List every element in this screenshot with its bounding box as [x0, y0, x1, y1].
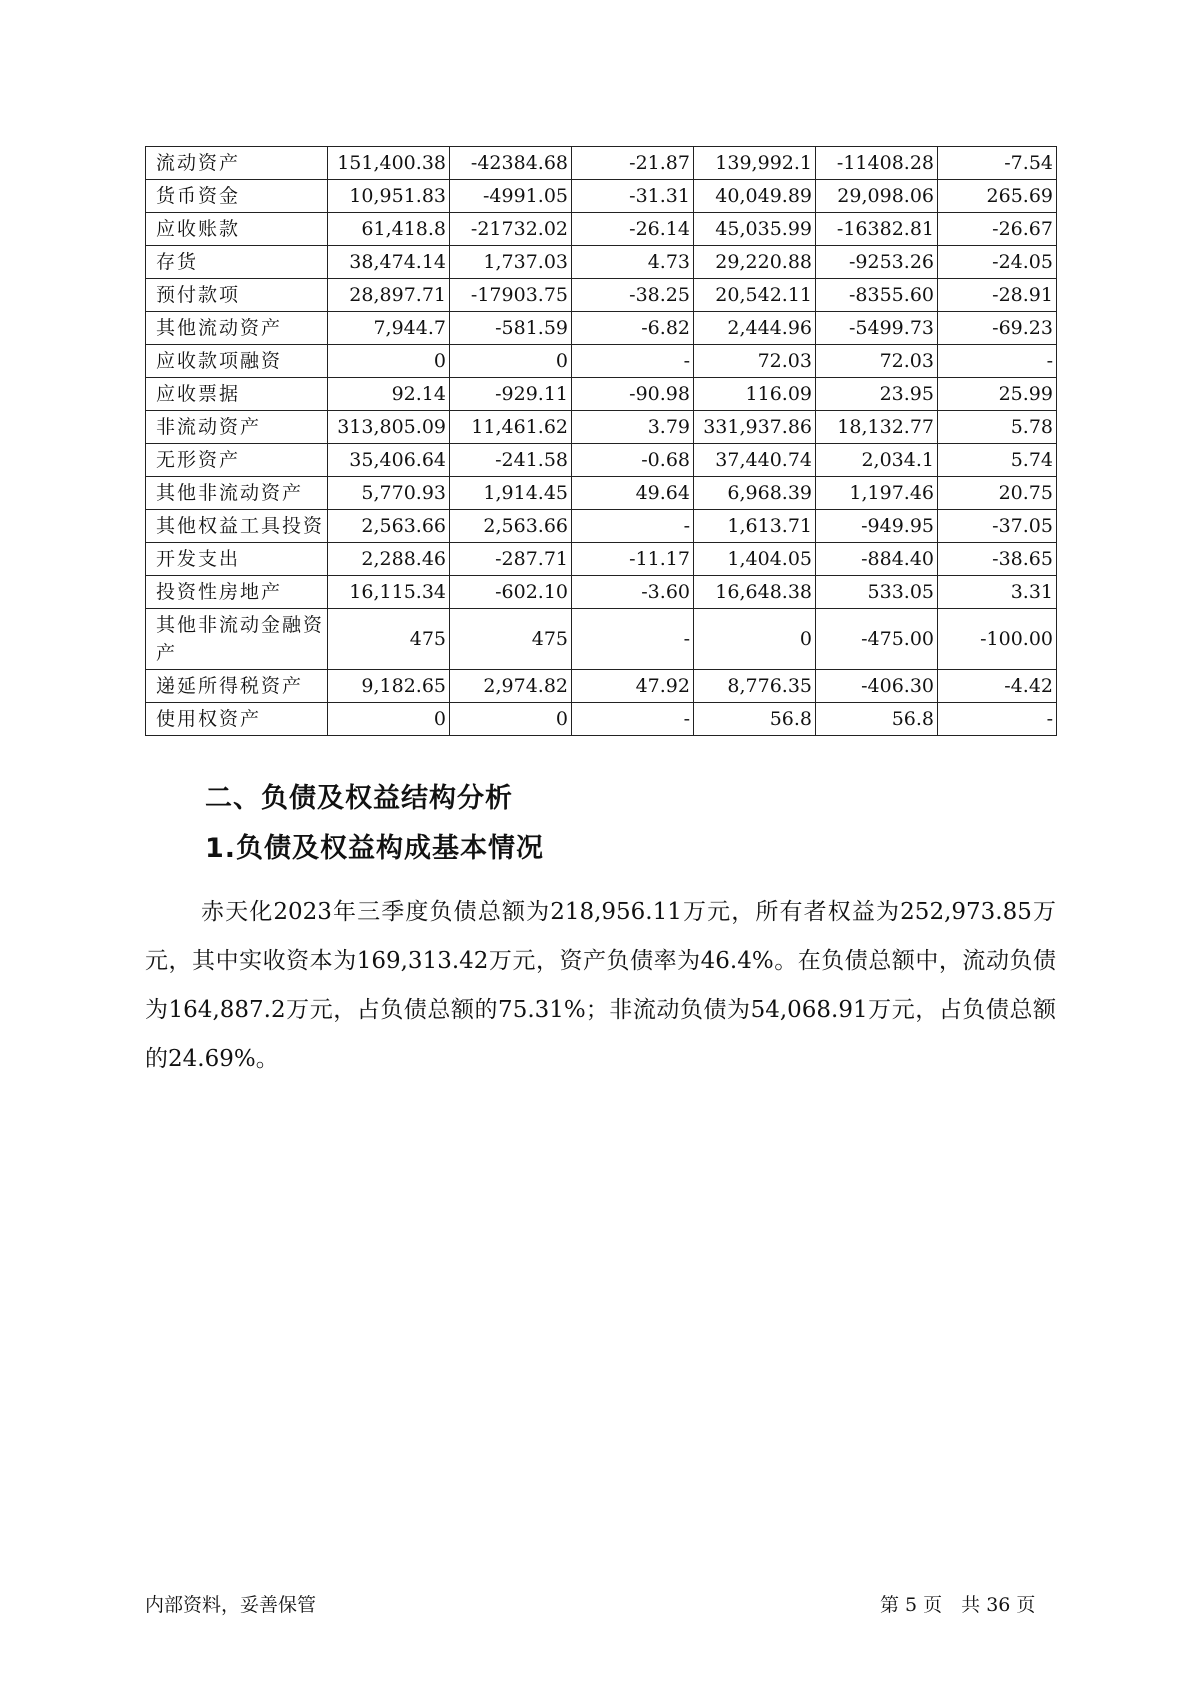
- cell-v6: -38.65: [938, 543, 1057, 576]
- table-row: [146, 510, 1057, 543]
- cell-v2: -929.11: [450, 378, 572, 411]
- cell-v5: 2,034.1: [816, 444, 938, 477]
- footer-page-number: 第 5 页 共 36 页: [880, 1594, 1036, 1616]
- cell-v3: -: [572, 703, 694, 736]
- cell-v1: 92.14: [328, 378, 450, 411]
- table-row: [146, 180, 1057, 213]
- cell-v4: 6,968.39: [694, 477, 816, 510]
- row-label: 货币资金: [146, 180, 328, 213]
- cell-v3: -31.31: [572, 180, 694, 213]
- cell-v5: -406.30: [816, 670, 938, 703]
- cell-v2: -241.58: [450, 444, 572, 477]
- table-row: [146, 147, 1057, 180]
- cell-v6: -24.05: [938, 246, 1057, 279]
- table-row: [146, 312, 1057, 345]
- cell-v5: -9253.26: [816, 246, 938, 279]
- cell-v3: 4.73: [572, 246, 694, 279]
- row-label: 预付款项: [146, 279, 328, 312]
- cell-v3: -26.14: [572, 213, 694, 246]
- cell-v1: 9,182.65: [328, 670, 450, 703]
- cell-v6: 3.31: [938, 576, 1057, 609]
- cell-v6: -7.54: [938, 147, 1057, 180]
- cell-v2: 0: [450, 345, 572, 378]
- cell-v3: -: [572, 345, 694, 378]
- table-row: [146, 411, 1057, 444]
- cell-v2: -42384.68: [450, 147, 572, 180]
- cell-v3: -11.17: [572, 543, 694, 576]
- cell-v4: 29,220.88: [694, 246, 816, 279]
- row-label: 非流动资产: [146, 411, 328, 444]
- cell-v5: 29,098.06: [816, 180, 938, 213]
- cell-v3: 47.92: [572, 670, 694, 703]
- cell-v4: 139,992.1: [694, 147, 816, 180]
- table-row: [146, 279, 1057, 312]
- cell-v3: 49.64: [572, 477, 694, 510]
- cell-v3: -3.60: [572, 576, 694, 609]
- cell-v4: 1,404.05: [694, 543, 816, 576]
- footer-confidential-note: 内部资料，妥善保管: [145, 1594, 317, 1616]
- row-label: 使用权资产: [146, 703, 328, 736]
- section-heading: 二、负债及权益结构分析: [205, 783, 513, 814]
- cell-v1: 5,770.93: [328, 477, 450, 510]
- cell-v2: -581.59: [450, 312, 572, 345]
- cell-v5: 23.95: [816, 378, 938, 411]
- cell-v2: 11,461.62: [450, 411, 572, 444]
- row-label: 应收票据: [146, 378, 328, 411]
- table-row: [146, 378, 1057, 411]
- cell-v4: 331,937.86: [694, 411, 816, 444]
- table-row: [146, 576, 1057, 609]
- cell-v3: -: [572, 609, 694, 670]
- table-body: [146, 147, 1057, 736]
- cell-v4: 20,542.11: [694, 279, 816, 312]
- cell-v1: 35,406.64: [328, 444, 450, 477]
- cell-v2: 475: [450, 609, 572, 670]
- cell-v5: 1,197.46: [816, 477, 938, 510]
- cell-v6: -4.42: [938, 670, 1057, 703]
- cell-v3: -0.68: [572, 444, 694, 477]
- cell-v4: 8,776.35: [694, 670, 816, 703]
- table-row: [146, 444, 1057, 477]
- cell-v2: -602.10: [450, 576, 572, 609]
- cell-v4: 1,613.71: [694, 510, 816, 543]
- cell-v2: 0: [450, 703, 572, 736]
- cell-v1: 0: [328, 345, 450, 378]
- cell-v4: 37,440.74: [694, 444, 816, 477]
- cell-v5: 18,132.77: [816, 411, 938, 444]
- row-label: 递延所得税资产: [146, 670, 328, 703]
- cell-v1: 313,805.09: [328, 411, 450, 444]
- cell-v6: -28.91: [938, 279, 1057, 312]
- cell-v6: -: [938, 345, 1057, 378]
- row-label: 其他流动资产: [146, 312, 328, 345]
- cell-v6: -37.05: [938, 510, 1057, 543]
- cell-v3: 3.79: [572, 411, 694, 444]
- cell-v1: 2,563.66: [328, 510, 450, 543]
- row-label: 其他非流动资产: [146, 477, 328, 510]
- row-label: 存货: [146, 246, 328, 279]
- cell-v1: 38,474.14: [328, 246, 450, 279]
- cell-v4: 72.03: [694, 345, 816, 378]
- cell-v4: 56.8: [694, 703, 816, 736]
- cell-v2: -17903.75: [450, 279, 572, 312]
- cell-v6: 265.69: [938, 180, 1057, 213]
- cell-v1: 2,288.46: [328, 543, 450, 576]
- cell-v5: -11408.28: [816, 147, 938, 180]
- cell-v5: -5499.73: [816, 312, 938, 345]
- section-subheading: 1.负债及权益构成基本情况: [205, 833, 545, 864]
- cell-v6: 5.78: [938, 411, 1057, 444]
- cell-v4: 2,444.96: [694, 312, 816, 345]
- row-label: 应收账款: [146, 213, 328, 246]
- row-label: 其他非流动金融资产: [146, 609, 328, 670]
- cell-v5: -8355.60: [816, 279, 938, 312]
- table-row: [146, 345, 1057, 378]
- cell-v1: 475: [328, 609, 450, 670]
- cell-v2: -21732.02: [450, 213, 572, 246]
- cell-v3: -90.98: [572, 378, 694, 411]
- cell-v6: -: [938, 703, 1057, 736]
- cell-v4: 45,035.99: [694, 213, 816, 246]
- cell-v3: -21.87: [572, 147, 694, 180]
- cell-v1: 61,418.8: [328, 213, 450, 246]
- table-row: [146, 609, 1057, 670]
- cell-v6: -26.67: [938, 213, 1057, 246]
- cell-v2: 1,914.45: [450, 477, 572, 510]
- cell-v6: 20.75: [938, 477, 1057, 510]
- cell-v5: 72.03: [816, 345, 938, 378]
- cell-v5: -475.00: [816, 609, 938, 670]
- row-label: 流动资产: [146, 147, 328, 180]
- row-label: 无形资产: [146, 444, 328, 477]
- table-row: [146, 543, 1057, 576]
- cell-v2: -4991.05: [450, 180, 572, 213]
- cell-v4: 40,049.89: [694, 180, 816, 213]
- cell-v3: -6.82: [572, 312, 694, 345]
- cell-v6: -100.00: [938, 609, 1057, 670]
- cell-v1: 16,115.34: [328, 576, 450, 609]
- cell-v5: 56.8: [816, 703, 938, 736]
- cell-v2: 1,737.03: [450, 246, 572, 279]
- cell-v3: -: [572, 510, 694, 543]
- cell-v6: -69.23: [938, 312, 1057, 345]
- table-row: [146, 703, 1057, 736]
- asset-structure-table: [145, 146, 1057, 736]
- cell-v2: 2,974.82: [450, 670, 572, 703]
- cell-v1: 151,400.38: [328, 147, 450, 180]
- cell-v5: -884.40: [816, 543, 938, 576]
- cell-v6: 5.74: [938, 444, 1057, 477]
- body-paragraph: 赤天化2023年三季度负债总额为218,956.11万元，所有者权益为252,973.85万元，其中实收资本为169,313.42万元，资产负债率为46.4%。在负债总额中，流动负债为164,887.2万元，占负债总额的75.31%；非流动负债为54,068.91万元，占负债总额的24.69%。: [145, 899, 1056, 1072]
- cell-v6: 25.99: [938, 378, 1057, 411]
- cell-v1: 28,897.71: [328, 279, 450, 312]
- cell-v1: 10,951.83: [328, 180, 450, 213]
- table-row: [146, 246, 1057, 279]
- cell-v1: 0: [328, 703, 450, 736]
- cell-v2: -287.71: [450, 543, 572, 576]
- cell-v5: 533.05: [816, 576, 938, 609]
- cell-v3: -38.25: [572, 279, 694, 312]
- cell-v2: 2,563.66: [450, 510, 572, 543]
- table-row: [146, 670, 1057, 703]
- row-label: 投资性房地产: [146, 576, 328, 609]
- row-label: 开发支出: [146, 543, 328, 576]
- cell-v5: -949.95: [816, 510, 938, 543]
- table-row: [146, 213, 1057, 246]
- table-row: [146, 477, 1057, 510]
- row-label: 应收款项融资: [146, 345, 328, 378]
- cell-v1: 7,944.7: [328, 312, 450, 345]
- cell-v4: 16,648.38: [694, 576, 816, 609]
- cell-v4: 0: [694, 609, 816, 670]
- cell-v5: -16382.81: [816, 213, 938, 246]
- row-label: 其他权益工具投资: [146, 510, 328, 543]
- cell-v4: 116.09: [694, 378, 816, 411]
